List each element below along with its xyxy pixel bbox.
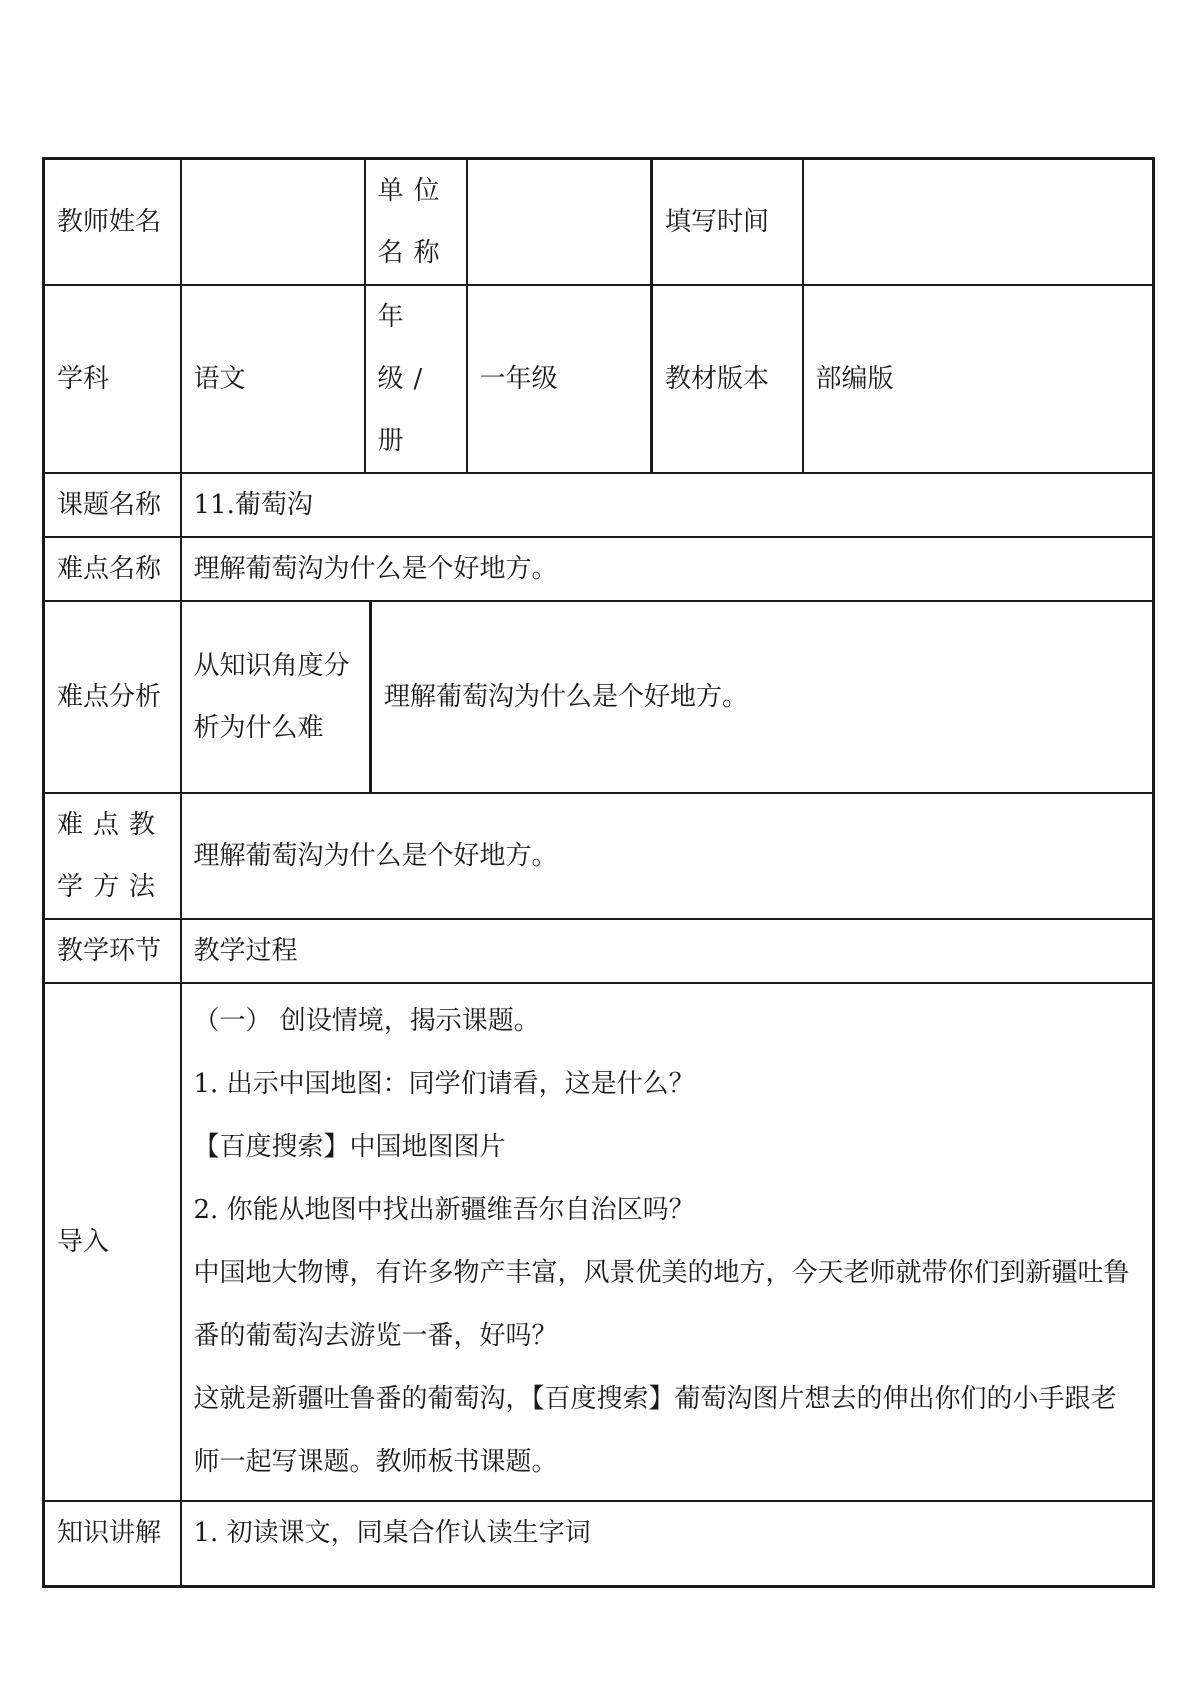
teacher-name-label: 教师姓名 xyxy=(44,159,181,286)
table-row-method xyxy=(44,793,1154,919)
process-label: 教学过程 xyxy=(181,919,1154,983)
teacher-name-value xyxy=(181,159,365,286)
table-row-import xyxy=(44,983,1154,1501)
unit-name-label: 单位名称 xyxy=(365,159,467,286)
textbook-value: 部编版 xyxy=(803,285,1154,473)
table-row-teacher xyxy=(44,159,1154,286)
unit-name-value xyxy=(467,159,652,286)
table-row-difficulty xyxy=(44,537,1154,601)
analysis-value: 理解葡萄沟为什么是个好地方。 xyxy=(371,601,1154,793)
import-line: 中国地大物博，有许多物产丰富，风景优美的地方，今天老师就带你们到新疆吐鲁番的葡萄沟去游览一番，好吗？ xyxy=(193,1258,1130,1351)
knowledge-content xyxy=(181,1501,1154,1586)
method-label: 难点教学方法 xyxy=(44,793,181,919)
knowledge-line: 1. 初读课文，同桌合作认读生字词 xyxy=(193,1518,591,1548)
topic-label: 课题名称 xyxy=(44,473,181,537)
stage-label: 教学环节 xyxy=(44,919,181,983)
import-line: 2. 你能从地图中找出新疆维吾尔自治区吗？ xyxy=(193,1195,695,1225)
textbook-label: 教材版本 xyxy=(652,285,803,473)
lesson-plan-table xyxy=(42,157,1155,1588)
import-line: （一） 创设情境，揭示课题。 xyxy=(193,1006,540,1036)
grade-value: 一年级 xyxy=(467,285,652,473)
import-line: 【百度搜索】中国地图图片 xyxy=(193,1132,506,1162)
method-value: 理解葡萄沟为什么是个好地方。 xyxy=(181,793,1154,919)
import-label: 导入 xyxy=(44,983,181,1501)
knowledge-label: 知识讲解 xyxy=(44,1501,181,1586)
table-row-topic xyxy=(44,473,1154,537)
table-row-analysis xyxy=(44,601,1154,793)
subject-value: 语文 xyxy=(181,285,365,473)
import-content xyxy=(181,983,1154,1501)
table-row-stage-header xyxy=(44,919,1154,983)
import-line: 这就是新疆吐鲁番的葡萄沟，【百度搜索】葡萄沟图片想去的伸出你们的小手跟老师一起写课题。教师板书课题。 xyxy=(193,1384,1117,1477)
fill-time-label: 填写时间 xyxy=(652,159,803,286)
table-row-subject xyxy=(44,285,1154,473)
table-row-knowledge xyxy=(44,1501,1154,1586)
difficulty-label: 难点名称 xyxy=(44,537,181,601)
import-line: 1. 出示中国地图：同学们请看，这是什么？ xyxy=(193,1069,695,1099)
difficulty-value: 理解葡萄沟为什么是个好地方。 xyxy=(181,537,1154,601)
grade-label: 年级/册 xyxy=(365,285,467,473)
topic-value: 11.葡萄沟 xyxy=(181,473,1154,537)
analysis-label: 难点分析 xyxy=(44,601,181,793)
analysis-sub-label: 从知识角度分析为什么难 xyxy=(181,601,371,793)
subject-label: 学科 xyxy=(44,285,181,473)
fill-time-value xyxy=(803,159,1154,286)
